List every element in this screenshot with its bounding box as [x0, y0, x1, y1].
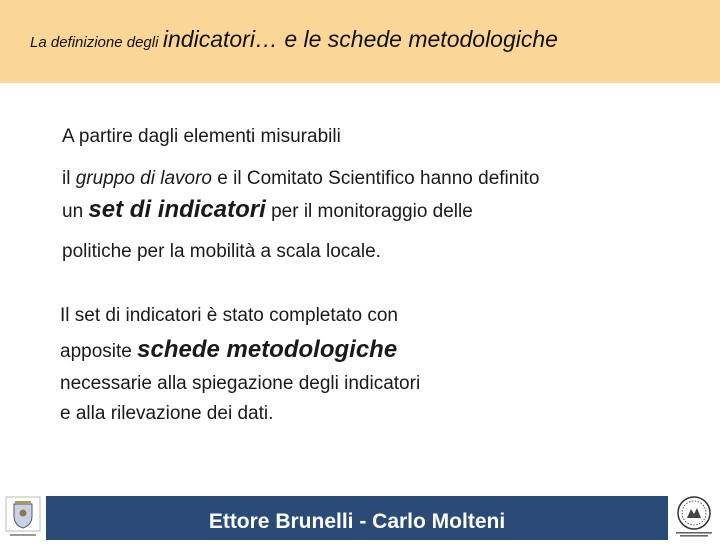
- header-band: [0, 0, 720, 83]
- paragraph-3-line-2: [60, 336, 397, 365]
- footer-band: [46, 496, 668, 540]
- paragraph-2-line-3: politiche per la mobilità a scala locale.: [62, 241, 381, 262]
- university-seal-icon: [668, 494, 720, 540]
- text: per il monitoraggio delle: [265, 201, 473, 222]
- paragraph-3-line-4: e alla rilevazione dei dati.: [60, 403, 274, 424]
- title-small: La definizione degli: [30, 34, 159, 51]
- slide-title: [30, 26, 558, 53]
- text: un: [62, 201, 89, 222]
- emphasis-gruppo: gruppo di lavoro: [75, 168, 212, 189]
- paragraph-2-line-2: [62, 196, 473, 225]
- footer-authors: Ettore Brunelli - Carlo Molteni: [208, 510, 506, 533]
- title-large: indicatori… e le schede metodologiche: [162, 26, 558, 52]
- text: apposite: [60, 341, 138, 362]
- text: e il Comitato Scientifico hanno definito: [212, 168, 540, 189]
- paragraph-2-line-1: [62, 168, 539, 191]
- paragraph-3-line-1: Il set di indicatori è stato completato con: [60, 305, 398, 326]
- paragraph-intro: A partire dagli elementi misurabili: [62, 126, 341, 147]
- text: il: [62, 168, 76, 189]
- paragraph-3-line-3: necessarie alla spiegazione degli indicatori: [60, 373, 421, 394]
- emphasis-schede: schede metodologiche: [137, 336, 398, 363]
- emphasis-set-indicatori: set di indicatori: [88, 196, 266, 223]
- municipal-crest-icon: [0, 494, 46, 540]
